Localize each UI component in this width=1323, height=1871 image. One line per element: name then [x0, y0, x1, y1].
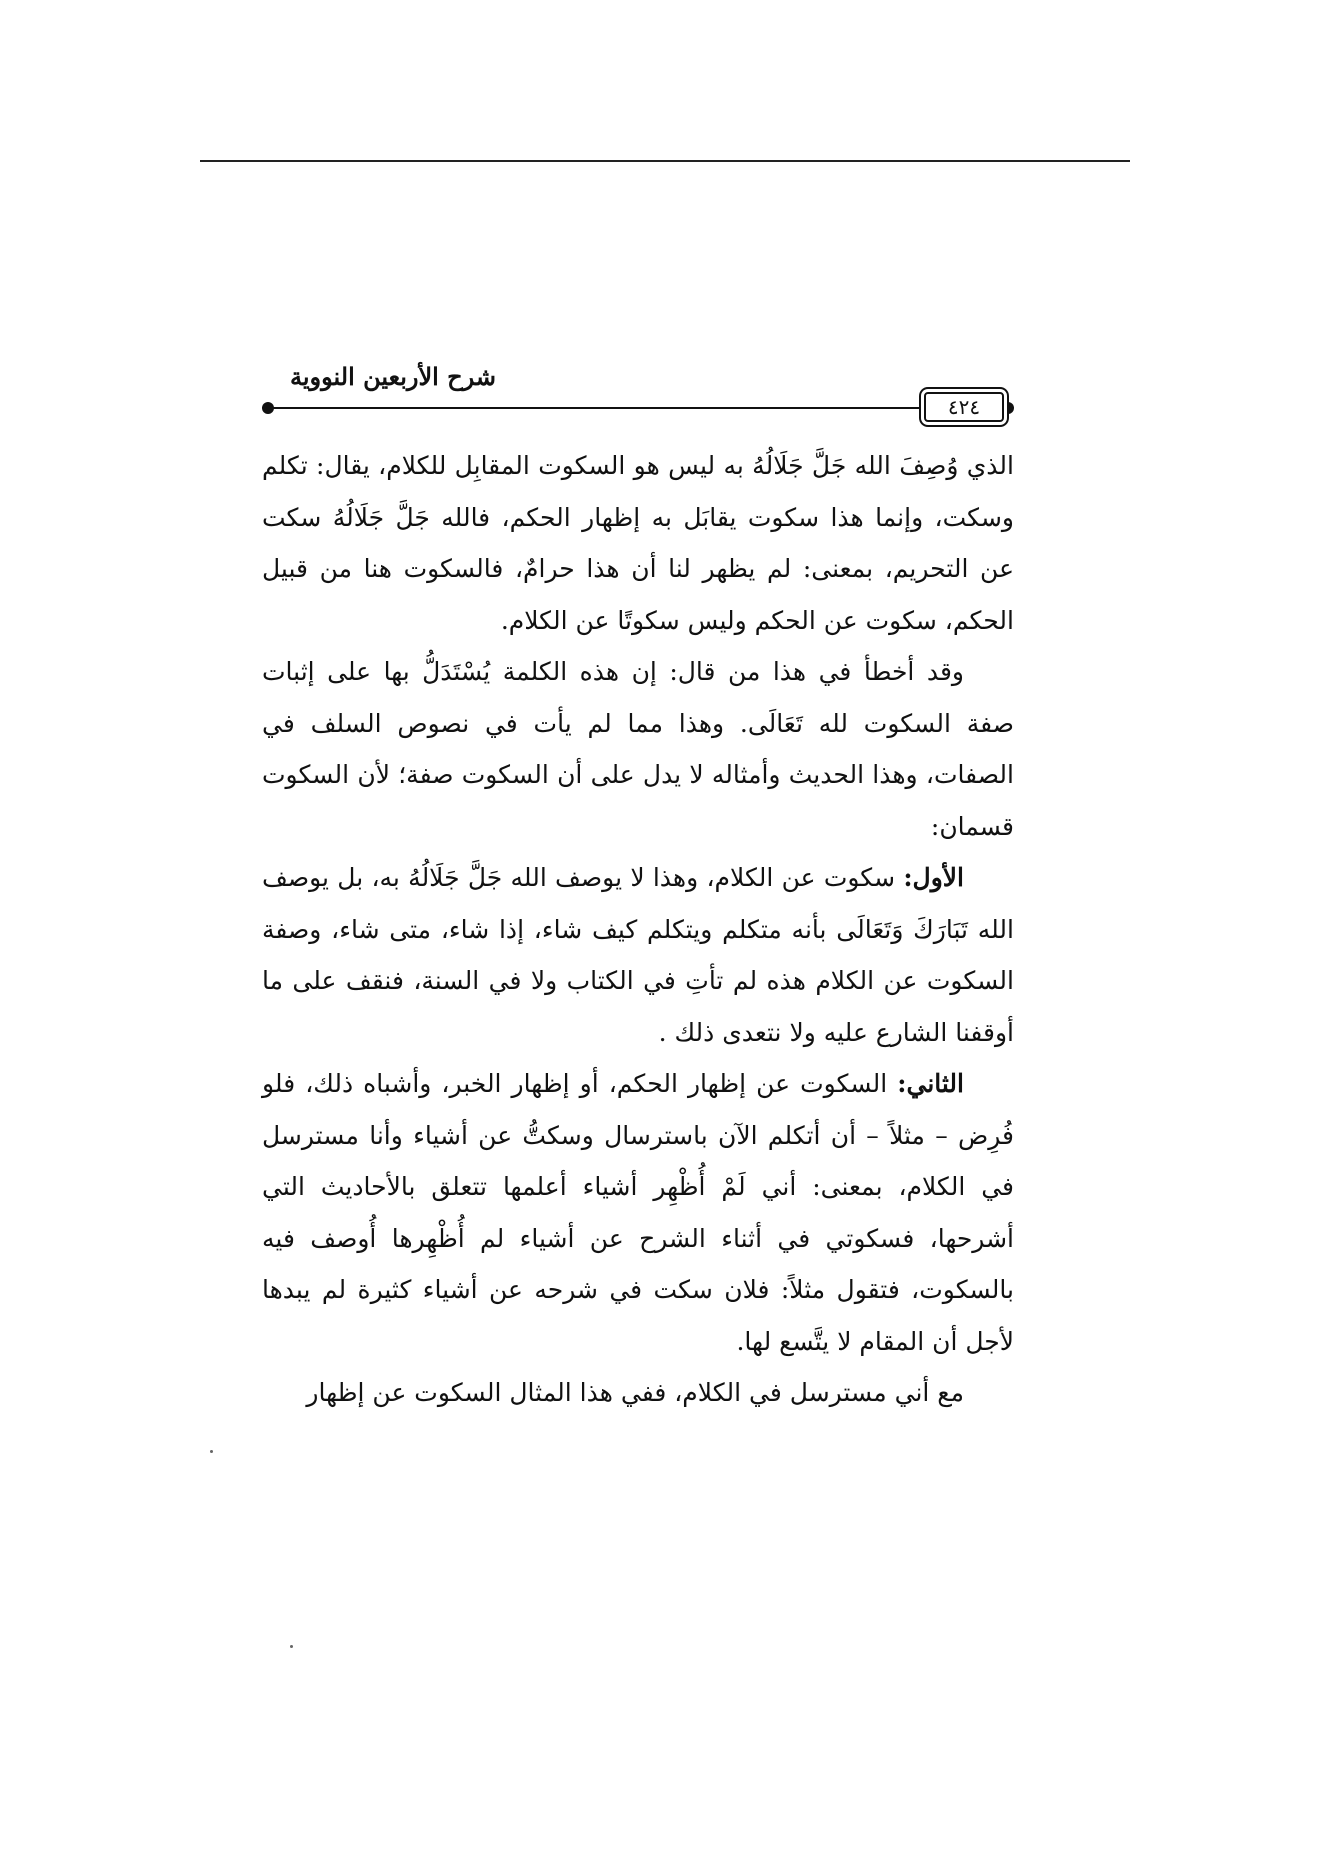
paragraph-text: السكوت عن إظهار الحكم، أو إظهار الخبر، وأشباه ذلك، فلو فُرِض – مثلاً – أن أتكلم الآن باسترسال وسكتُّ عن أشياء وأنا مسترسل في الكلام، بمعنى: أني لَمْ أُظْهِر أشياء أعلمها تتعلق بالأحاديث التي أشرحها، فسكوتي في أثناء الشرح عن أشياء لم أُظْهِرها أُوصف فيه بالسكوت، فتقول مثلاً: فلان سكت في شرحه عن أشياء كثيرة لم يبدها لأجل أن المقام لا يتَّسع لها.: [262, 1069, 1014, 1356]
paragraph-1: [262, 440, 1014, 646]
paragraph-text: سكوت عن الكلام، وهذا لا يوصف الله جَلَّ جَلَالُهُ به، بل يوصف الله تَبَارَكَ وَتَعَالَى بأنه متكلم ويتكلم كيف شاء، إذا شاء، متى شاء، وصفة السكوت عن الكلام هذه لم تأتِ في الكتاب ولا في السنة، فنقف على ما أوقفنا الشارع عليه ولا نتعدى ذلك .: [262, 863, 1014, 1047]
top-scan-rule: [200, 160, 1130, 162]
paragraph-text: وقد أخطأ في هذا من قال: إن هذه الكلمة يُسْتَدَلُّ بها على إثبات صفة السكوت لله تَعَالَى. وهذا مما لم يأت في نصوص السلف في الصفات، وهذا الحديث وأمثاله لا يدل على أن السكوت صفة؛ لأن السكوت قسمان:: [262, 657, 1014, 841]
paragraph-5: [262, 1367, 1014, 1419]
header-rule: [272, 407, 922, 409]
page-number: ٤٢٤: [924, 392, 1004, 422]
page-body: [262, 440, 1014, 1419]
paragraph-2: [262, 646, 1014, 852]
paragraph-second-type: [262, 1058, 1014, 1367]
second-type-heading: الثاني:: [897, 1069, 964, 1098]
header-rule-left-dot-icon: [262, 402, 274, 414]
page-header: [262, 362, 1014, 422]
scan-speck: [210, 1450, 213, 1453]
paragraph-text: مع أني مسترسل في الكلام، ففي هذا المثال السكوت عن إظهار: [306, 1378, 964, 1407]
first-type-heading: الأول:: [903, 863, 964, 892]
paragraph-text: الذي وُصِفَ الله جَلَّ جَلَالُهُ به ليس هو السكوت المقابِل للكلام، يقال: تكلم وسكت، وإنما هذا سكوت يقابَل به إظهار الحكم، فالله جَلَّ جَلَالُهُ سكت عن التحريم، بمعنى: لم يظهر لنا أن هذا حرامٌ، فالسكوت هنا من قبيل الحكم، سكوت عن الحكم وليس سكوتًا عن الكلام.: [262, 451, 1014, 635]
paragraph-first-type: [262, 852, 1014, 1058]
book-title: شرح الأربعين النووية: [290, 362, 497, 391]
scan-speck: [290, 1645, 293, 1648]
